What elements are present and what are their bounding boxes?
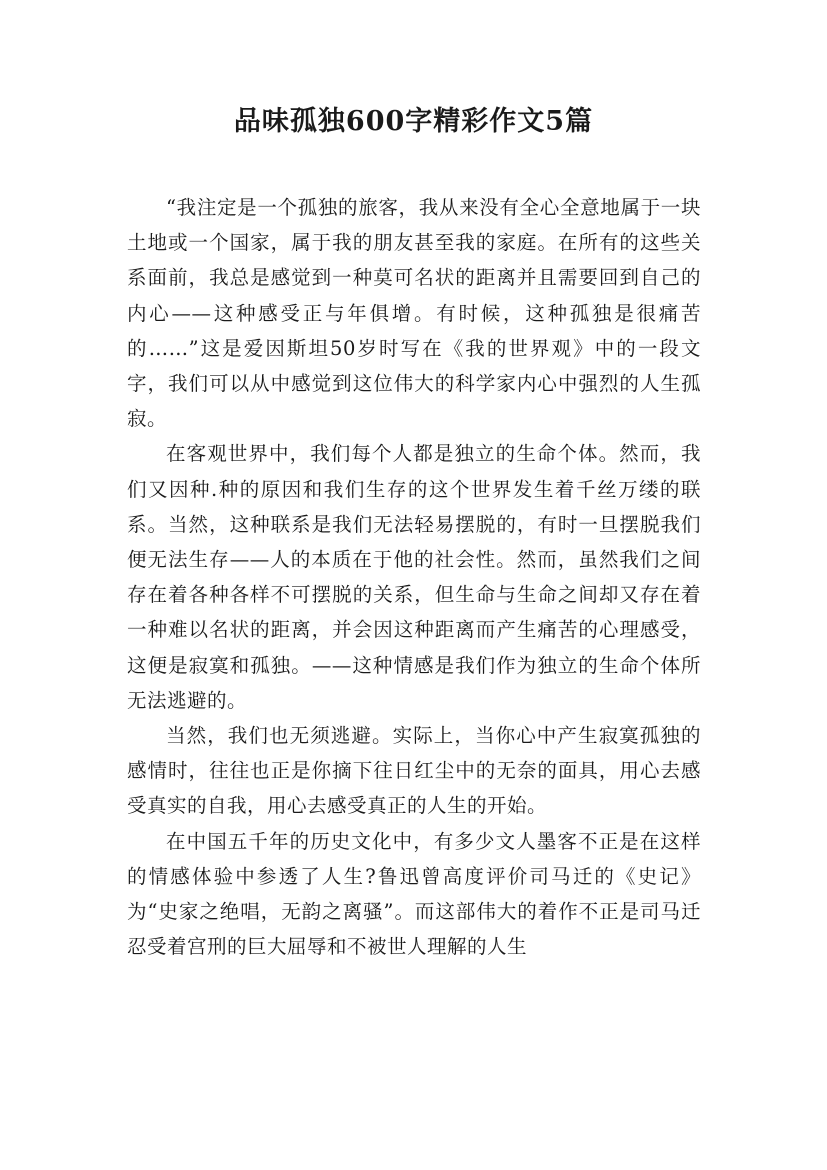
paragraph-4: 在中国五千年的历史文化中，有多少文人墨客不正是在这样的情感体验中参透了人生?鲁迅曾高度评价司马迁的《史记》为“史家之绝唱，无韵之离骚”。而这部伟大的着作不正是司马迁忍受着宫刑的巨大屈辱和不被世人理解的人生 <box>127 829 701 959</box>
paragraph-2: 在客观世界中，我们每个人都是独立的生命个体。然而，我们又因种.种的原因和我们生存的这个世界发生着千丝万缕的联系。当然，这种联系是我们无法轻易摆脱的，有时一旦摆脱我们便无法生存——人的本质在于他的社会性。然而，虽然我们之间存在着各种各样不可摆脱的关系，但生命与生命之间却又存在着一种难以名状的距离，并会因这种距离而产生痛苦的心理感受，这便是寂寞和孤独。——这种情感是我们作为独立的生命个体所无法逃避的。 <box>127 442 701 712</box>
document-title: 品味孤独600字精彩作文5篇 <box>233 106 594 137</box>
document-body <box>127 190 701 964</box>
paragraph-3: 当然，我们也无须逃避。实际上，当你心中产生寂寞孤独的感情时，往往也正是你摘下往日红尘中的无奈的面具，用心去感受真实的自我，用心去感受真正的人生的开始。 <box>127 724 701 818</box>
paragraph-1: “我注定是一个孤独的旅客，我从来没有全心全意地属于一块土地或一个国家，属于我的朋友甚至我的家庭。在所有的这些关系面前，我总是感觉到一种莫可名状的距离并且需要回到自己的内心——这种感受正与年俱增。有时候，这种孤独是很痛苦的……”这是爱因斯坦50岁时写在《我的世界观》中的一段文字，我们可以从中感觉到这位伟大的科学家内心中强烈的人生孤寂。 <box>127 196 701 431</box>
